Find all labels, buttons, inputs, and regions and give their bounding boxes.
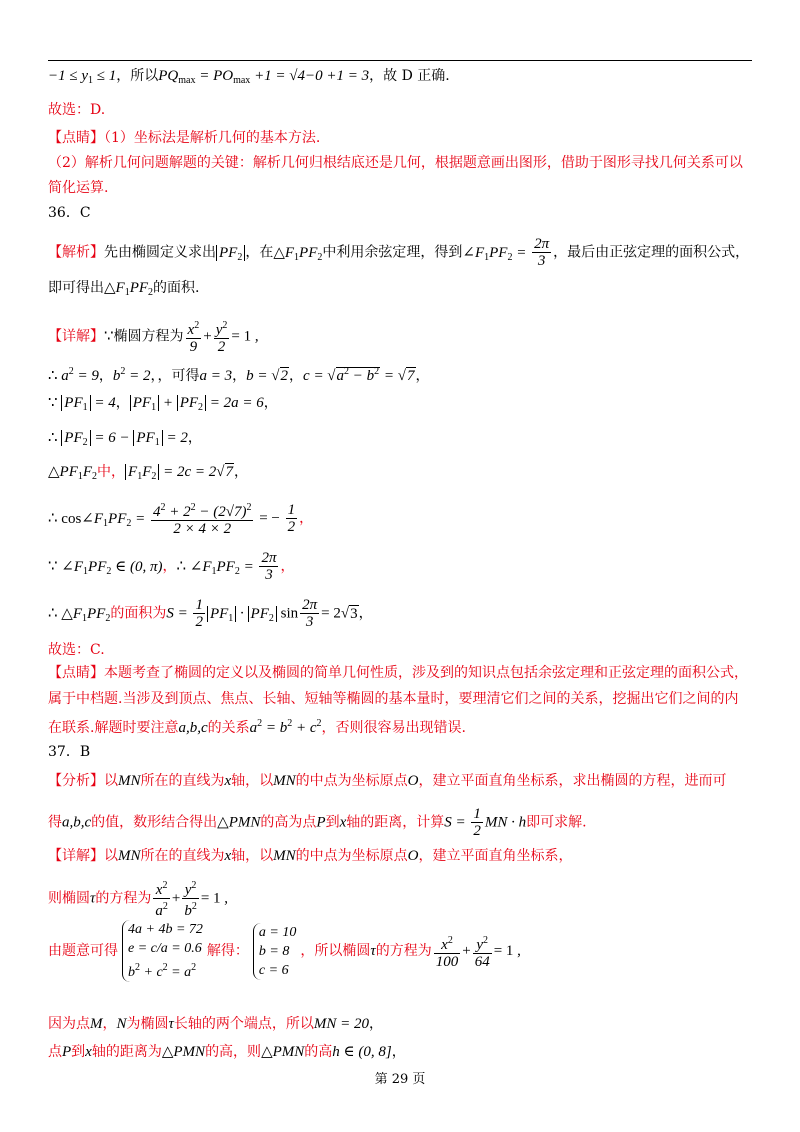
- text: 的高，则: [205, 1044, 262, 1060]
- text: ，在: [245, 244, 274, 261]
- xiangjie-36-line3: ∵ $PF_1 = 4$， $PF_1 + PF_2 = 2a = 6$，: [48, 395, 278, 413]
- text: ，可得: [157, 368, 200, 384]
- text: 的方程为: [375, 943, 432, 959]
- math-result: +1 = √4−0 +1 = 3: [254, 68, 370, 84]
- xiangjie-37-line1: 【详解】以MN所在的直线为x轴，以MN的中点为坐标原点O，建立平面直角坐标系，: [48, 848, 573, 864]
- text: （1）坐标法是解析几何的基本方法.: [104, 130, 321, 146]
- text: 本题考查了椭圆的定义以及椭圆的简单几何性质，涉及到的知识点包括余弦定理和正弦定理的面积公式，: [104, 665, 748, 681]
- xiangjie-36-line8: ∴ $\triangle F_1PF_2$的面积为S = $\frac{1}{2}$ $PF_1 \cdot PF_2$ sin $\frac{2\pi}{3}$ = 2√3，: [48, 597, 373, 630]
- text: 的面积.: [153, 280, 200, 296]
- text: 的关系: [207, 720, 250, 736]
- text: ，建立平面直角坐标系，: [418, 848, 573, 864]
- text: 轴的距离为: [91, 1044, 162, 1060]
- dianjing-35-line3: 简化运算.: [48, 180, 109, 196]
- fenxi-37-line2: 得a,b,c的值，数形结合得出△PMN的高为点P到x轴的距离，计算S = $\frac{1}{2}$ MN · h即可求解.: [48, 806, 587, 839]
- text: 轴，以: [231, 773, 274, 789]
- text: ，所以椭圆: [300, 943, 371, 959]
- text: 长轴的两个端点，所以: [173, 1016, 314, 1032]
- text: 由题意可得: [48, 943, 118, 959]
- text: 先由椭圆定义求出: [104, 244, 216, 261]
- tag-xiangjie: 【详解】: [48, 328, 104, 345]
- xiangjie-37-line2: 则椭圆τ的方程为 $\frac{x^2}{a^2}$ + $\frac{y^2}{b^2}$ = 1 ,: [48, 880, 229, 919]
- text: ，: [162, 558, 177, 575]
- text: 中，: [97, 464, 126, 480]
- header-rule: [48, 60, 752, 61]
- xiangjie-36-line6: ∴ $\cos\angle F_1PF_2$ = $\frac{4^2 + 2^2 - (2√7)^2}{2 \times 4 \times 2}$ = − $\frac{1}{2}$ ，: [48, 502, 314, 537]
- text: 点: [48, 1044, 62, 1060]
- text: 即可得出: [48, 280, 104, 296]
- text: 所在的直线为: [140, 773, 225, 789]
- text: ，最后由正弦定理的面积公式，: [553, 244, 750, 261]
- xiangjie-36-line7: ∵ $\angle F_1PF_2$ ∈ (0, π)，∴ $\angle F_1PF_2$ = $\frac{2\pi}{3}$ ，: [48, 550, 295, 583]
- q36-header: 36．C: [48, 205, 91, 221]
- tag-jiexi: 【解析】: [48, 244, 104, 261]
- text: 的中点为坐标原点: [295, 848, 408, 864]
- text: 轴，以: [231, 848, 274, 864]
- text: 因为点: [48, 1016, 90, 1032]
- dianjing-36-line3: 在联系.解题时要注意a,b,c的关系$a^2 = b^2 + c^2$，否则很容易出现错误.: [48, 718, 466, 736]
- fraction: $\frac{2\pi}{3}$: [534, 236, 550, 269]
- math-po: = PO: [199, 68, 234, 84]
- math-pq: PQ: [158, 68, 179, 84]
- text: 即可求解.: [526, 814, 587, 831]
- xiangjie-37-line4: 因为点M，N为椭圆τ长轴的两个端点，所以MN = 20，: [48, 1016, 384, 1032]
- text: 在联系.解题时要注意: [48, 720, 179, 736]
- text: 的高: [304, 1044, 333, 1060]
- text-conclusion: ，故 D 正确.: [369, 68, 450, 84]
- text: 椭圆方程为: [113, 328, 184, 345]
- answer-36: 故选：C.: [48, 642, 105, 658]
- text: 的高为点: [260, 814, 317, 831]
- text: 所在的直线为: [140, 848, 225, 864]
- fenxi-37-line1: 【分析】以MN所在的直线为x轴，以MN的中点为坐标原点O，建立平面直角坐标系，求出椭圆的方程，进而可: [48, 773, 727, 789]
- tag-dianjing: 【点睛】: [48, 665, 104, 681]
- xiangjie-37-line5: 点P到x轴的距离为△PMN的高，则△PMN的高h ∈ (0, 8]，: [48, 1044, 406, 1060]
- text: 解得：: [206, 943, 249, 959]
- xiangjie-36-line2: ∴ $a^2 = 9$，$b^2 = 2$，，可得a = 3，b = √2，$c = √a^2 - b^2 = √7$，: [48, 366, 430, 384]
- text: 中利用余弦定理，得到: [322, 244, 463, 261]
- tag-xiangjie: 【详解】: [48, 848, 104, 864]
- text: 到: [325, 814, 340, 831]
- text-suoyi: ，所以: [116, 68, 159, 84]
- text: 轴的距离，计算: [346, 814, 445, 831]
- xiangjie-36-line5: $\triangle PF_1F_2$中， $F_1F_2 = 2c = 2√7$，: [48, 464, 249, 482]
- text: 的面积为: [110, 605, 167, 622]
- text: 得: [48, 814, 62, 831]
- tag-fenxi: 【分析】: [48, 773, 104, 789]
- text: 到: [71, 1044, 86, 1060]
- top-line: $-1 \le y_1 \le 1$，所以$PQ_{max} = PO_{max} +1 = √4-0 +1 = 3$，故 D 正确.: [48, 68, 450, 86]
- dianjing-36-line1: [48, 663, 748, 683]
- dianjing-35-line2: （2）解析几何问题解题的关键：解析几何归根结底还是几何，根据题意画出图形，借助于图形寻找几何关系可以: [48, 155, 743, 171]
- text: 以: [104, 848, 118, 864]
- xiangjie-37-line3: 由题意可得 4a + 4b = 72 e = c/a = 0.6 $b^2 + c^2 = a^2$ 解得： a = 10 b = 8 c = 6 ，所以椭圆τ的方程为 $\frac{x^2}{100}$ + $\frac{y^2}{64}$ = 1 ,: [48, 922, 521, 980]
- text: ，否则很容易出现错误.: [321, 720, 466, 736]
- text: 的中点为坐标原点: [295, 773, 408, 789]
- text: ，: [102, 1016, 117, 1032]
- jiexi-36-line1: 【解析】先由椭圆定义求出 $PF_2$ ，在$\triangle F_1PF_2$中利用余弦定理，得到$\angle F_1PF_2$ = $\frac{2\pi}{3}$ ，最后由正弦定理的面积公式，: [48, 236, 750, 269]
- text: 的值，数形结合得出: [91, 814, 218, 831]
- text: 则椭圆: [48, 890, 90, 907]
- text: 为椭圆: [126, 1016, 169, 1032]
- xiangjie-36-line4: ∴ $PF_2 = 6 - PF_1 = 2$，: [48, 430, 202, 448]
- page-number: 第 29 页: [374, 1072, 426, 1087]
- dianjing-35-line1: [48, 128, 320, 148]
- text: 以: [104, 773, 118, 789]
- text: ，建立平面直角坐标系，求出椭圆的方程，进而可: [418, 773, 727, 789]
- answer-35: 故选：D.: [48, 102, 106, 118]
- math-range: −1 ≤ y: [48, 68, 89, 84]
- text: 的方程为: [95, 890, 152, 907]
- dianjing-36-line2: 属于中档题.当涉及到顶点、焦点、长轴、短轴等椭圆的基本量时，要理清它们之间的关系，挖掘出它们之间的内: [48, 691, 739, 707]
- xiangjie-36-line1: 【详解】∵椭圆方程为 $\frac{x^2}{9}$ + $\frac{y^2}{2}$ = 1 ,: [48, 320, 259, 355]
- jiexi-36-line2: 即可得出$\triangle F_1PF_2$的面积.: [48, 280, 200, 298]
- tag-dianjing: 【点睛】: [48, 130, 104, 146]
- q37-header: 37．B: [48, 744, 91, 760]
